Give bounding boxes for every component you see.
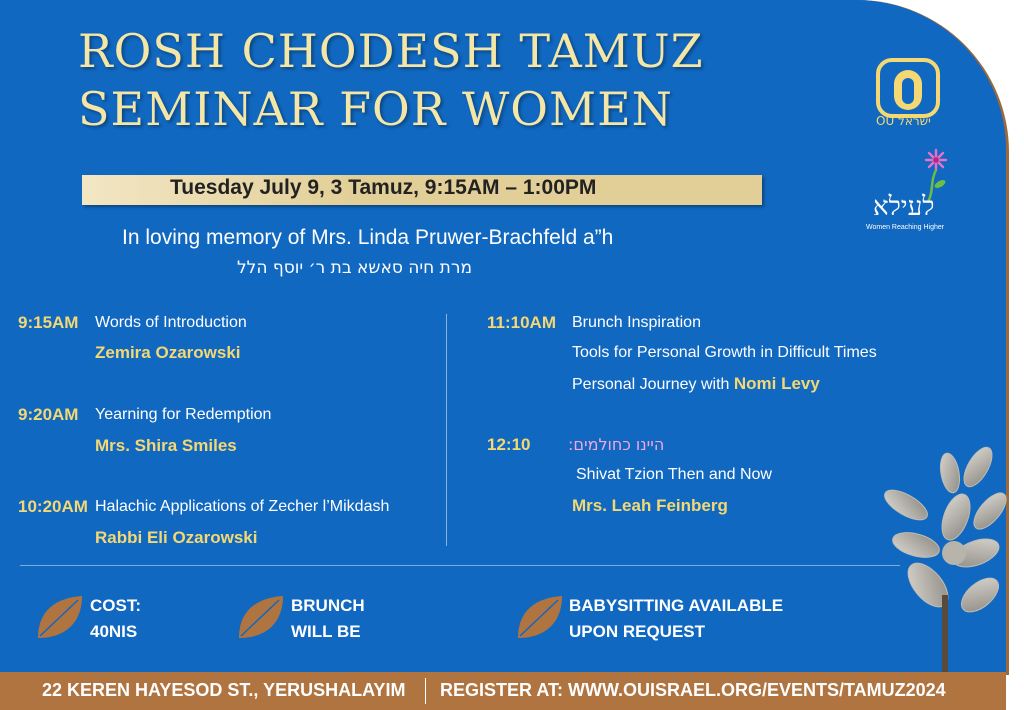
info-line: WILL BE (291, 622, 361, 641)
title-line-1: ROSH CHODESH TAMUZ (78, 24, 704, 78)
schedule-speaker: Mrs. Leah Feinberg (572, 496, 728, 515)
memorial-english: In loving memory of Mrs. Linda Pruwer-Brachfeld a”h (122, 226, 614, 249)
schedule-line-prefix: Personal Journey with (572, 376, 734, 393)
schedule-hebrew-title: היינו כחולמים: (568, 435, 665, 454)
info-line: 40NIS (90, 622, 138, 641)
schedule-title: Shivat Tzion Then and Now (576, 466, 772, 483)
leila-flower-logo (860, 146, 960, 236)
leila-name: לעילא (873, 192, 935, 222)
schedule-time: 11:10AM (487, 313, 556, 332)
schedule-title: Halachic Applications of Zecher l’Mikdash (95, 498, 390, 515)
footer-bar (0, 672, 1006, 710)
date-line: Tuesday July 9, 3 Tamuz, 9:15AM – 1:00PM (170, 176, 597, 199)
schedule-speaker: Nomi Levy (733, 374, 820, 393)
footer-separator (425, 678, 426, 704)
schedule-speaker: Zemira Ozarowski (95, 343, 241, 362)
schedule-title: Yearning for Redemption (95, 406, 272, 423)
section-divider (20, 565, 900, 566)
schedule-time: 10:20AM (18, 497, 88, 516)
info-babysitting (569, 593, 783, 645)
western-wall-flower (880, 445, 1010, 675)
footer-register-link[interactable]: REGISTER AT: WWW.OUISRAEL.ORG/EVENTS/TAMUZ2024 (440, 680, 946, 700)
footer-address: 22 KEREN HAYESOD ST., YERUSHALAYIM (42, 680, 406, 700)
schedule-line (572, 374, 820, 394)
info-line: BABYSITTING AVAILABLE (569, 596, 784, 615)
info-line: UPON REQUEST (569, 622, 706, 641)
leaf-icon (514, 592, 566, 644)
column-divider (446, 314, 447, 546)
schedule-subtitle: Tools for Personal Growth in Difficult Times (572, 344, 877, 361)
leila-tagline: Women Reaching Higher (866, 224, 945, 231)
leaf-icon (235, 592, 287, 644)
memorial-hebrew: מרת חיה סאשא בת ר׳ יוסף הלל (237, 258, 472, 278)
schedule-time: 9:20AM (18, 405, 79, 424)
info-line: COST: (90, 596, 141, 615)
info-cost (90, 593, 141, 645)
schedule-title: Words of Introduction (95, 314, 247, 331)
ou-caption: OU ישראל (876, 114, 931, 128)
title-line-2: SEMINAR FOR WOMEN (78, 82, 673, 136)
schedule-time: 12:10 (487, 435, 531, 454)
info-line: BRUNCH (291, 596, 365, 615)
seminar-title (78, 22, 704, 138)
schedule-time: 9:15AM (18, 313, 79, 332)
schedule-speaker: Rabbi Eli Ozarowski (95, 528, 258, 547)
leaf-icon (34, 592, 86, 644)
info-brunch (291, 593, 365, 645)
schedule-speaker: Mrs. Shira Smiles (95, 436, 237, 455)
schedule-title: Brunch Inspiration (572, 314, 701, 331)
